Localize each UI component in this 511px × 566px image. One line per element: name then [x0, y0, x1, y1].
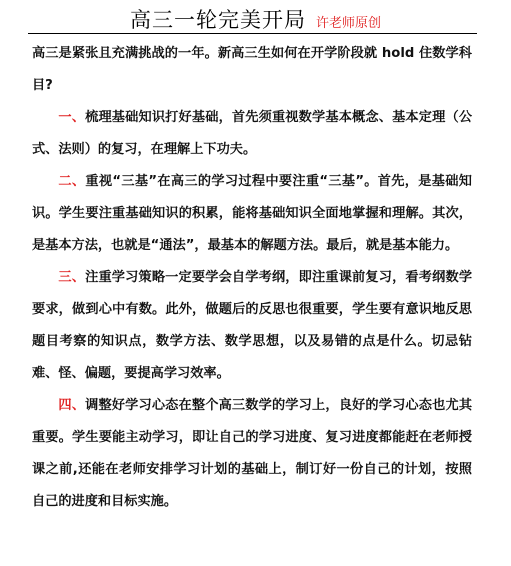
article-body — [32, 38, 472, 518]
section-number-2: 二、 — [58, 174, 86, 189]
section-paragraph-1 — [32, 102, 472, 166]
document-header — [0, 4, 511, 32]
section-number-1: 一、 — [58, 110, 86, 125]
author-tag: 许老师原创 — [315, 16, 381, 31]
document-title: 高三一轮完美开局 — [129, 8, 306, 32]
section-text-3: 注重学习策略一定要学会自学考纲，即注重课前复习，看考纲数学要求，做到心中有数。此外，做题后的反思也很重要，学生要有意识地反思题目考察的知识点，数学方法、数学思想，以及易错的点是什么。切忌钻难、怪、偏题，要提高学习效率。 — [32, 270, 473, 381]
header-divider — [28, 33, 477, 34]
section-number-3: 三、 — [58, 270, 86, 285]
section-paragraph-2 — [32, 166, 472, 262]
section-paragraph-4 — [32, 390, 472, 518]
section-text-1: 梳理基础知识打好基础，首先须重视数学基本概念、基本定理（公式、法则）的复习，在理解上下功夫。 — [32, 110, 473, 157]
intro-paragraph: 高三是紧张且充满挑战的一年。新高三生如何在开学阶段就 hold 住数学科目? — [32, 46, 472, 93]
section-text-4: 调整好学习心态在整个高三数学的学习上，良好的学习心态也尤其重要。学生要能主动学习，即让自己的学习进度、复习进度都能赶在老师授课之前,还能在老师安排学习计划的基础上，制订好一份自己的计划，按照自己的进度和目标实施。 — [32, 398, 473, 509]
section-number-4: 四、 — [58, 398, 86, 413]
section-text-2: 重视“三基”在高三的学习过程中要注重“三基”。首先，是基础知识。学生要注重基础知识的积累，能将基础知识全面地掌握和理解。其次，是基本方法，也就是“通法”，最基本的解题方法。最后，就是基本能力。 — [32, 174, 472, 253]
section-paragraph-3 — [32, 262, 472, 390]
